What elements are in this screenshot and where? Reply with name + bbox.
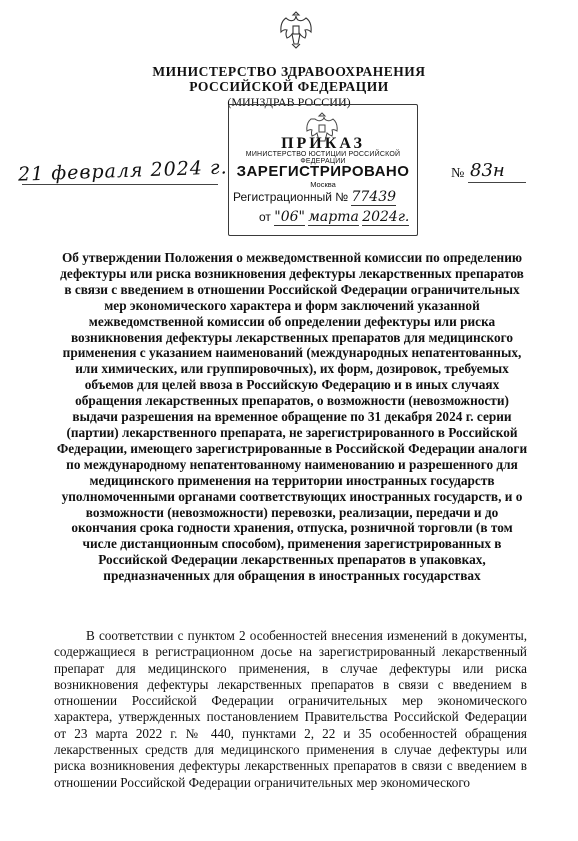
document-title: Об утверждении Положения о межведомственной комиссии по определению дефектуры или риска возникновения дефектуры лекарственных препаратов в связи с введением в отношении Российской Федерации ограничительных мер экономического характера и форм заключений указанной межведомственной комиссии об определении дефектуры или риска возникновения дефектуры лекарственных препаратов для медицинского применения с указанием наименований (международных непатентованных, или химических, или группировочных), их форм, дозировок, требуемых объемов для целей ввоза в Российскую Федерацию и в иных случаях обращения лекарственных препаратов, о возможности (невозможности) выдачи разрешения на временное обращение по 31 декабря 2024 г. серии (партии) лекарственного препарата, не зарегистрированного в Российской Федерации, имеющего зарегистрированные в Российской Федерации аналоги по международному непатентованному наименованию и разрешенного для медицинского применения на территории иностранных государств уполномоченными органами соответствующих иностранных государств, и о возможности (невозможности) перевозки, реализации, передачи и до окончания срока годности хранения, отпуска, розничной торговли (в том числе дистанционным способом), применения зарегистрированных в Российской Федерации лекарственных препаратов в упаковках, предназначенных для обращения в иностранных государствах [56, 250, 528, 584]
doc-type-label: ПРИКАЗ [281, 135, 365, 152]
order-number-underline [468, 182, 526, 183]
registration-day: "06" [274, 209, 305, 225]
body-paragraph: В соответствии с пунктом 2 особенностей внесения изменений в документы, содержащиеся в регистрационном досье на зарегистрированный лекарственный препарат для медицинского применения, в случае дефектуры или риска возникновения дефектуры лекарственных препаратов в связи с введением в отношении Российской Федерации ограничительных мер экономического характера, утвержденных постановлением Правительства Российской Федерации от 23 марта 2022 г. № 440, пунктами 2, 22 и 35 особенностей обращения лекарственных средств для медицинского применения в случае дефектуры или риска возникновения дефектуры лекарственных препаратов в связи с введением в отношении Российской Федерации ограничительных мер экономического [54, 628, 527, 790]
ministry-short-name: (МИНЗДРАВ РОССИИ) [227, 95, 351, 109]
ministry-name-line2: РОССИЙСКОЙ ФЕДЕРАЦИИ [189, 79, 389, 94]
order-date: 21 февраля 2024 г. [17, 156, 228, 186]
stamp-status: ЗАРЕГИСТРИРОВАНО [236, 163, 410, 180]
registration-year: 2024г. [362, 209, 410, 225]
stamp-city: Москва [310, 180, 336, 189]
order-number: 83н [470, 160, 505, 181]
registration-stamp [228, 104, 418, 236]
registration-date-row [259, 209, 409, 225]
registration-number-row [233, 189, 396, 205]
registration-number: 77439 [351, 189, 397, 205]
ministry-name-line1: МИНИСТЕРСТВО ЗДРАВООХРАНЕНИЯ [152, 64, 426, 79]
registration-number-label: Регистрационный № [233, 190, 349, 204]
registration-month: марта [308, 209, 359, 225]
order-date-underline [22, 184, 218, 185]
stamp-authority: МИНИСТЕРСТВО ЮСТИЦИИ РОССИЙСКОЙ ФЕДЕРАЦИИ [245, 151, 401, 165]
registration-date-prefix: от [259, 210, 271, 224]
order-number-label: № [451, 166, 465, 181]
coat-of-arms-icon [278, 8, 314, 50]
